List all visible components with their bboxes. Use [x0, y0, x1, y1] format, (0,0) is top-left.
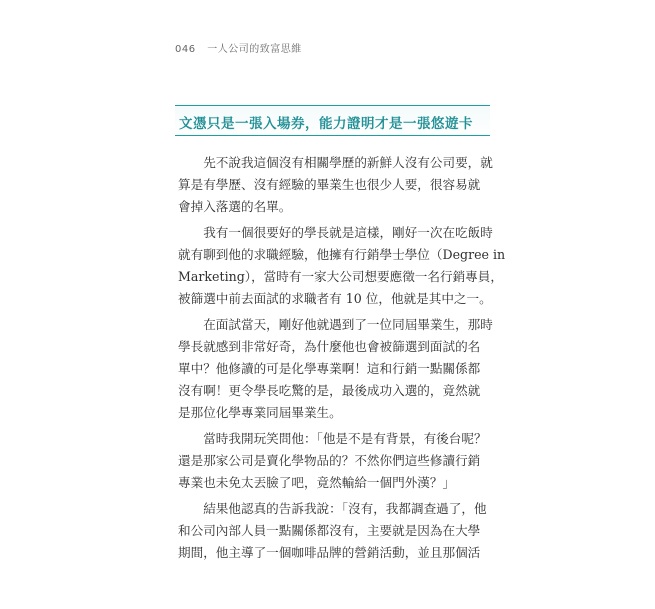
running-head — [175, 40, 302, 55]
paragraph-line: 學長就感到非常好奇，為什麼他也會被篩選到面試的名 — [178, 339, 481, 354]
paragraph-4 — [178, 428, 486, 494]
paragraph-line: 是那位化學專業同屆畢業生。 — [178, 405, 342, 420]
paragraph-line: Marketing），當時有一家大公司想要應徵一名行銷專員， — [178, 269, 503, 284]
paragraph-1 — [178, 152, 493, 218]
paragraph-line: 專業也未免太丟臉了吧，竟然輸給一個門外漢？」 — [178, 475, 456, 490]
paragraph-5 — [178, 498, 486, 564]
paragraph-line: 單中？他修讀的可是化學專業啊！這和行銷一點關係都 — [178, 361, 481, 376]
page-number: 046 — [175, 44, 196, 55]
paragraph-line: 期間，他主導了一個咖啡品牌的營銷活動，並且那個活 — [178, 545, 481, 560]
paragraph-line: 還是那家公司是賣化學物品的？不然你們這些修讀行銷 — [178, 453, 481, 468]
paragraph-2 — [178, 222, 506, 310]
paragraph-line: 沒有啊！更令學長吃驚的是，最後成功入選的，竟然就 — [178, 383, 481, 398]
paragraph-line: 被篩選中前去面試的求職者有 10 位，他就是其中之一。 — [178, 291, 492, 306]
paragraph-line: 我有一個很要好的學長就是這樣，剛好一次在吃飯時 — [203, 225, 493, 240]
book-title: 一人公司的致富思維 — [207, 44, 302, 55]
paragraph-line: 和公司內部人員一點關係都沒有，主要就是因為在大學 — [178, 523, 481, 538]
paragraph-line: 當時我開玩笑問他：「他是不是有背景，有後台呢？ — [203, 431, 487, 446]
paragraph-line: 就有聊到他的求職經驗，他擁有行銷學士學位（Degree in — [178, 247, 506, 262]
section-heading-box — [175, 105, 490, 136]
body-text — [178, 152, 506, 568]
paragraph-line: 會掉入落選的名單。 — [178, 199, 292, 214]
paragraph-line: 算是有學歷、沒有經驗的畢業生也很少人要，很容易就 — [178, 177, 481, 192]
paragraph-line: 結果他認真的告訴我說：「沒有，我都調查過了，他 — [203, 501, 487, 516]
paragraph-line: 先不說我這個沒有相關學歷的新鮮人沒有公司要，就 — [203, 155, 493, 170]
paragraph-3 — [178, 314, 493, 424]
section-title: 文憑只是一張入場券，能力證明才是一張悠遊卡 — [179, 116, 473, 132]
paragraph-line: 在面試當天，剛好他就遇到了一位同屆畢業生，那時 — [203, 317, 493, 332]
